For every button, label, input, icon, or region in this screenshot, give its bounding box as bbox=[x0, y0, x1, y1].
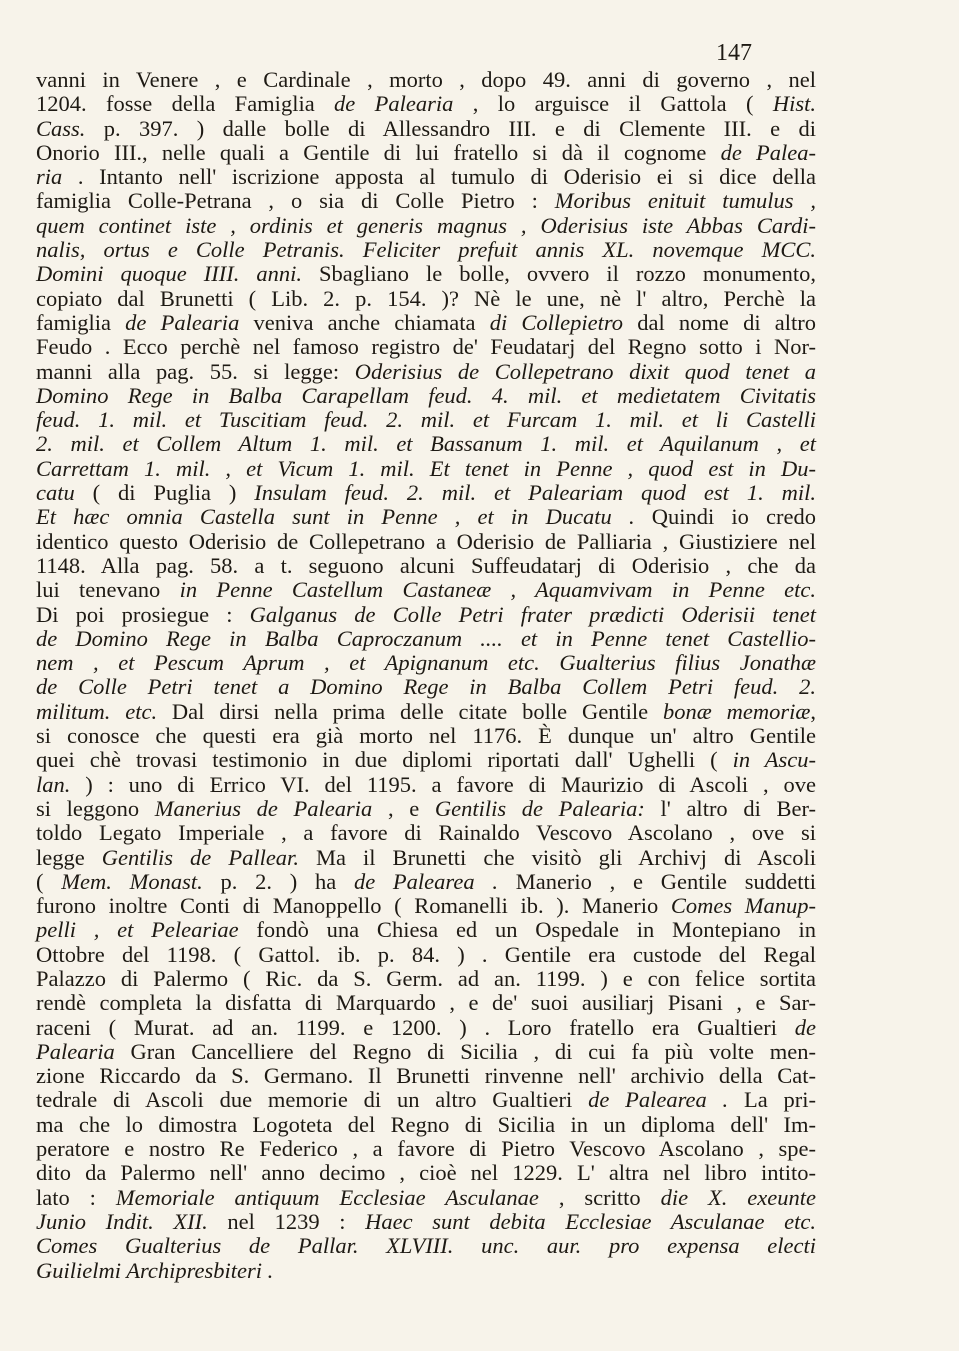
italic-text: ria bbox=[36, 164, 63, 190]
text-run: si leggono bbox=[36, 795, 155, 821]
italic-text: Galganus de Colle Petri frater prædicti Oderisii tenet bbox=[249, 601, 816, 627]
italic-text: Oderisius de Collepetrano dixit quod tenet a bbox=[354, 358, 817, 384]
text-line bbox=[36, 238, 816, 262]
text-run: Feudo . Ecco perchè nel famoso registro de' Feudatarj del Regno sotto i Nor- bbox=[36, 334, 816, 360]
text-run: raceni ( Murat. ad an. 1199. e 1200. ) . Loro fratello era Gualtieri bbox=[36, 1014, 795, 1040]
text-line bbox=[36, 432, 816, 456]
italic-text: de Palearea . bbox=[353, 868, 498, 894]
text-run: ( bbox=[36, 868, 62, 894]
text-line bbox=[36, 1186, 816, 1210]
text-line bbox=[36, 724, 816, 748]
italic-text: Hist. bbox=[772, 91, 816, 117]
text-run: ( di Puglia ) bbox=[74, 480, 255, 506]
italic-text: militum. etc. bbox=[36, 698, 158, 724]
text-run: si conosce che questi era già morto nel 1176. È dunque un' altro Gentile bbox=[36, 723, 816, 749]
italic-text: Insulam feud. 2. mil. et Paleariam quod est 1. mil. bbox=[254, 480, 816, 506]
italic-text: in Penne Castellum Castaneæ , Aquamvivam in Penne etc. bbox=[179, 577, 816, 603]
text-run: l' altro di Ber- bbox=[644, 795, 816, 821]
italic-text: de Colle Petri tenet a Domino Rege in Balba Collem Petri feud. 2. bbox=[36, 674, 816, 700]
text-run: , e bbox=[372, 795, 435, 821]
text-run: fondò una Chiesa ed un Ospedale in Montepiano in bbox=[238, 917, 816, 943]
text-line bbox=[36, 894, 816, 918]
text-run: Gran Cancelliere del Regno di Sicilia , di cui fa più volte men- bbox=[114, 1038, 816, 1064]
italic-text: Gentilis de Palearia: bbox=[434, 795, 645, 821]
text-run: Palazzo di Palermo ( Ric. da S. Germ. ad an. 1199. ) e con felice sortita bbox=[36, 965, 816, 991]
text-run: . Intanto nell' iscrizione apposta al tumulo di Oderisio ei si dice della bbox=[62, 164, 816, 190]
text-run: , lo arguisce il Gattola ( bbox=[453, 91, 773, 117]
italic-text: di Collepietro bbox=[489, 309, 624, 335]
text-run: toldo Legato Imperiale , a favore di Rainaldo Vescovo Ascolano , ove si bbox=[36, 820, 816, 846]
text-run: vanni in Venere , e Cardinale , morto , dopo 49. anni di governo , nel bbox=[36, 67, 816, 92]
text-line bbox=[36, 943, 816, 967]
text-line bbox=[36, 189, 816, 213]
italic-text: de Palearea . bbox=[588, 1087, 729, 1113]
italic-text: Guilielmi Archipresbiteri . bbox=[36, 1257, 274, 1283]
text-line bbox=[36, 1064, 816, 1088]
italic-text: Comes Gualterius de Pallar. XLVIII. unc. aur. pro expensa electi bbox=[36, 1233, 816, 1259]
text-line bbox=[36, 165, 816, 189]
text-run: dito da Palermo nell' anno decimo , cioè nel 1229. L' altra nel libro intito- bbox=[36, 1160, 816, 1186]
italic-text: Manerius de Palearia bbox=[154, 795, 373, 821]
text-line bbox=[36, 408, 816, 432]
italic-text: Domini quoque IIII. anni. bbox=[36, 261, 302, 287]
text-line bbox=[36, 846, 816, 870]
text-line bbox=[36, 918, 816, 942]
text-line bbox=[36, 967, 816, 991]
text-line bbox=[36, 117, 816, 141]
text-run: 1148. Alla pag. 58. a t. seguono alcuni Suffeudatarj di Oderisio , che da bbox=[36, 552, 816, 578]
text-line bbox=[36, 92, 816, 116]
italic-text: die X. exeunte bbox=[660, 1184, 816, 1210]
italic-text: Cass. bbox=[36, 115, 86, 141]
text-line bbox=[36, 1234, 816, 1258]
italic-text: in Ascu- bbox=[732, 747, 816, 773]
text-run: copiato dal Brunetti ( Lib. 2. p. 154. )? Nè le une, nè l' altro, Perchè la bbox=[36, 285, 816, 311]
italic-text: de bbox=[794, 1014, 816, 1040]
text-run: ma che lo dimostra Logoteta del Regno di Sicilia in un diploma dell' Im- bbox=[36, 1111, 816, 1137]
text-line bbox=[36, 700, 816, 724]
text-line bbox=[36, 141, 816, 165]
italic-text: Domino Rege in Balba Carapellam feud. 4. mil. et medietatem Civitatis bbox=[36, 382, 816, 408]
text-line bbox=[36, 287, 816, 311]
text-run: famiglia Colle-Petrana , o sia di Colle Pietro : bbox=[36, 188, 555, 214]
text-run: zione Riccardo da S. Germano. Il Brunetti rinvenne nell' archivio della Cat- bbox=[36, 1063, 816, 1089]
text-run: Ottobre del 1198. ( Gattol. ib. p. 84. ) . Gentile era custode del Regal bbox=[36, 941, 816, 967]
italic-text: pelli , et Peleariae bbox=[36, 917, 239, 943]
text-line bbox=[36, 1040, 816, 1064]
text-run: lui tenevano bbox=[36, 577, 180, 603]
italic-text: feud. 1. mil. et Tuscitiam feud. 2. mil. et Furcam 1. mil. et li Castelli bbox=[36, 407, 816, 433]
text-run: Quindi io credo bbox=[634, 504, 816, 530]
text-line bbox=[36, 675, 816, 699]
italic-text: Gentilis de Pallear. bbox=[101, 844, 299, 870]
text-run: , scritto bbox=[538, 1184, 661, 1210]
italic-text: 2. mil. et Collem Altum 1. mil. et Bassanum 1. mil. et Aquilanum , et bbox=[36, 431, 816, 457]
text-line bbox=[36, 651, 816, 675]
text-run: La pri- bbox=[728, 1087, 816, 1113]
italic-text: quem continet iste , ordinis et generis magnus , Oderisius iste Abbas Cardi- bbox=[36, 212, 816, 238]
text-run: p. 397. ) dalle bolle di Allessandro III. e di Clemente III. e di bbox=[85, 115, 816, 141]
text-line bbox=[36, 797, 816, 821]
italic-text: Et hæc omnia Castella sunt in Penne , et in Ducatu . bbox=[36, 504, 635, 530]
text-line bbox=[36, 1259, 816, 1283]
text-line bbox=[36, 627, 816, 651]
text-line bbox=[36, 311, 816, 335]
text-line bbox=[36, 870, 816, 894]
text-line bbox=[36, 262, 816, 286]
italic-text: Comes Manup- bbox=[670, 893, 817, 919]
text-run: ) : uno di Errico VI. del 1195. a favore di Maurizio di Ascoli , ove bbox=[70, 771, 816, 797]
page-number: 147 bbox=[716, 40, 752, 66]
text-line bbox=[36, 578, 816, 602]
text-run: Di poi prosiegue : bbox=[36, 601, 250, 627]
text-run: Sbagliano le bolle, ovvero il rozzo monumento, bbox=[302, 261, 816, 287]
text-line bbox=[36, 457, 816, 481]
italic-text: de Palearia bbox=[125, 309, 240, 335]
text-run: Dal dirsi nella prima delle citate bolle Gentile bbox=[157, 698, 664, 724]
italic-text: de Palea- bbox=[720, 139, 816, 165]
text-line bbox=[36, 68, 816, 92]
text-line bbox=[36, 214, 816, 238]
text-line bbox=[36, 335, 816, 359]
text-run: legge bbox=[36, 844, 102, 870]
text-run: peratore e nostro Re Federico , a favore di Pietro Vescovo Ascolano , spe- bbox=[36, 1136, 816, 1162]
text-run: quei chè trovasi testimonio in due diplomi riportati dall' Ughelli ( bbox=[36, 747, 733, 773]
italic-text: de Domino Rege in Balba Caproczanum .... et in Penne tenet Castellio- bbox=[36, 625, 816, 651]
text-line bbox=[36, 1137, 816, 1161]
text-run: lato : bbox=[36, 1184, 116, 1210]
text-line bbox=[36, 1088, 816, 1112]
text-line bbox=[36, 603, 816, 627]
italic-text: nalis, ortus e Colle Petranis. Feliciter prefuit annis XL. novemque MCC. bbox=[36, 237, 816, 263]
text-line bbox=[36, 481, 816, 505]
text-run: manni alla pag. 55. si legge: bbox=[36, 358, 355, 384]
text-run: Ma il Brunetti che visitò gli Archivj di Ascoli bbox=[298, 844, 816, 870]
text-run: veniva anche chiamata bbox=[239, 309, 490, 335]
text-line bbox=[36, 554, 816, 578]
italic-text: nem , et Pescum Aprum , et Apignanum etc. Gualterius filius Jonathæ bbox=[36, 650, 816, 676]
text-line bbox=[36, 360, 816, 384]
italic-text: Carrettam 1. mil. , et Vicum 1. mil. Et tenet in Penne , quod est in Du- bbox=[36, 455, 816, 481]
italic-text: Haec sunt debita Ecclesiae Asculanae etc. bbox=[365, 1208, 816, 1234]
italic-text: de Palearia bbox=[334, 91, 454, 117]
text-run: nel 1239 : bbox=[207, 1208, 366, 1234]
text-run: Onorio III., nelle quali a Gentile di lui fratello si dà il cognome bbox=[36, 139, 721, 165]
text-line bbox=[36, 773, 816, 797]
italic-text: Mem. Monast. bbox=[61, 868, 203, 894]
text-line bbox=[36, 530, 816, 554]
text-run: 1204. fosse della Famiglia bbox=[36, 91, 335, 117]
italic-text: catu bbox=[36, 480, 75, 506]
text-line bbox=[36, 1210, 816, 1234]
body-text bbox=[36, 68, 816, 1283]
text-run: dal nome di altro bbox=[623, 309, 816, 335]
text-line bbox=[36, 991, 816, 1015]
text-run: furono inoltre Conti di Manoppello ( Romanelli ib. ). Manerio bbox=[36, 893, 671, 919]
text-line bbox=[36, 748, 816, 772]
text-line bbox=[36, 1113, 816, 1137]
text-line bbox=[36, 384, 816, 408]
italic-text: Junio Indit. XII. bbox=[36, 1208, 208, 1234]
text-run: , bbox=[810, 698, 816, 724]
text-run: tedrale di Ascoli due memorie di un altro Gualtieri bbox=[36, 1087, 589, 1113]
italic-text: lan. bbox=[36, 771, 71, 797]
italic-text: Moribus enituit tumulus , bbox=[554, 188, 816, 214]
text-line bbox=[36, 1161, 816, 1185]
text-run: famiglia bbox=[36, 309, 126, 335]
italic-text: Memoriale antiquum Ecclesiae Asculanae bbox=[115, 1184, 539, 1210]
italic-text: Palearia bbox=[36, 1038, 115, 1064]
text-run: Manerio , e Gentile suddetti bbox=[497, 868, 816, 894]
italic-text: bonæ memoriæ bbox=[663, 698, 811, 724]
text-run: identico questo Oderisio de Collepetrano a Oderisio de Palliaria , Giustiziere nel bbox=[36, 528, 816, 554]
text-run: rendè completa la disfatta di Marquardo , e de' suoi ausiliarj Pisani , e Sar- bbox=[36, 990, 816, 1016]
text-line bbox=[36, 505, 816, 529]
text-line bbox=[36, 1016, 816, 1040]
text-line bbox=[36, 821, 816, 845]
text-run: p. 2. ) ha bbox=[202, 868, 354, 894]
